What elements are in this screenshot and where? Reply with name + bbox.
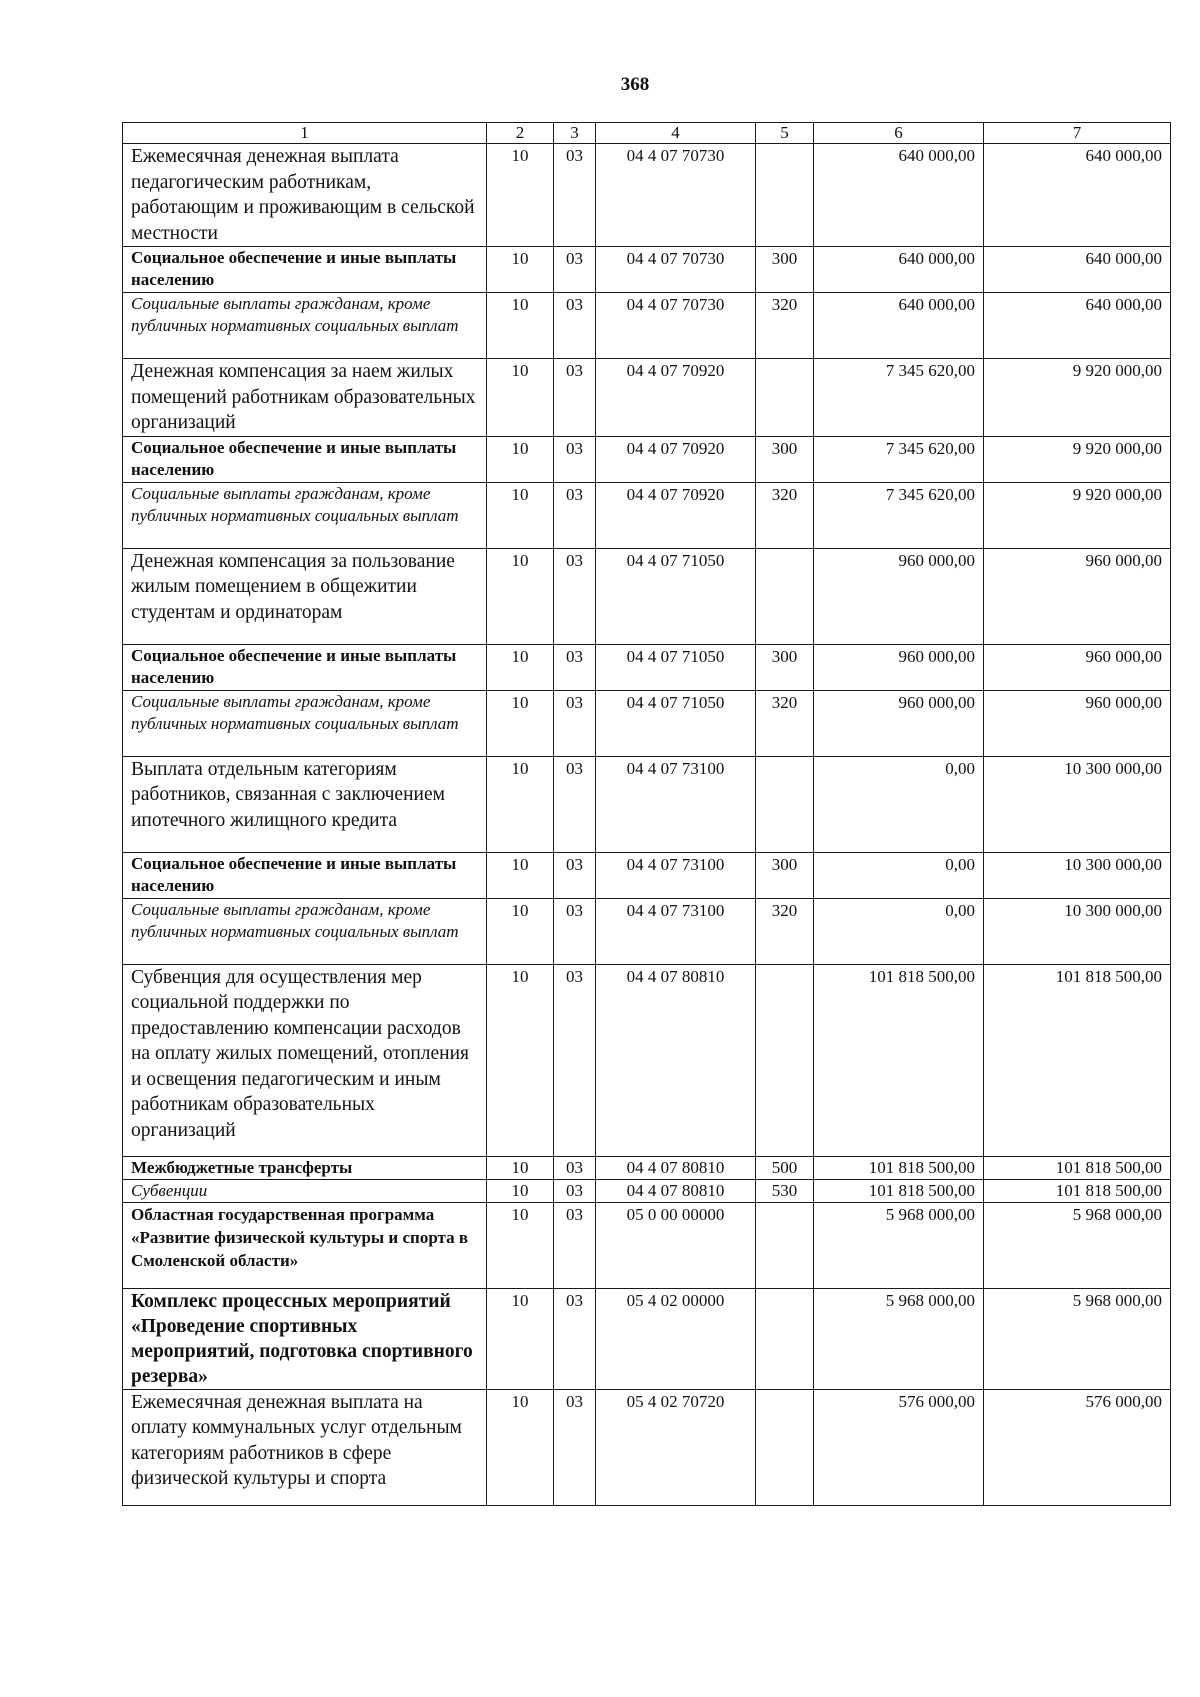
cell-csr: 04 4 07 70920 (596, 482, 756, 548)
table-row (123, 1202, 1171, 1288)
cell-sum-2: 101 818 500,00 (984, 1156, 1171, 1179)
cell-sum-1: 7 345 620,00 (814, 436, 984, 482)
cell-sum-1: 101 818 500,00 (814, 964, 984, 1156)
table-row (123, 1389, 1171, 1505)
cell-sum-1: 576 000,00 (814, 1389, 984, 1505)
cell-subsection: 03 (554, 1389, 596, 1505)
cell-name: Ежемесячная денежная выплата на оплату коммунальных услуг отдельным категориям работников в сфере физической культуры и спорта (123, 1389, 487, 1505)
cell-name: Субвенции (123, 1179, 487, 1202)
cell-vr: 530 (756, 1179, 814, 1202)
cell-vr: 300 (756, 644, 814, 690)
cell-name: Социальное обеспечение и иные выплаты населению (123, 247, 487, 293)
cell-vr: 320 (756, 898, 814, 964)
cell-subsection: 03 (554, 1179, 596, 1202)
cell-subsection: 03 (554, 644, 596, 690)
cell-sum-1: 7 345 620,00 (814, 359, 984, 437)
col-header-sum2: 7 (984, 123, 1171, 144)
cell-name: Социальные выплаты гражданам, кроме публичных нормативных социальных выплат (123, 293, 487, 359)
cell-name: Социальные выплаты гражданам, кроме публичных нормативных социальных выплат (123, 690, 487, 756)
cell-csr: 04 4 07 80810 (596, 1156, 756, 1179)
page-number: 368 (620, 74, 650, 95)
table-row (123, 964, 1171, 1156)
cell-section: 10 (487, 293, 554, 359)
cell-sum-1: 640 000,00 (814, 144, 984, 247)
cell-sum-2: 10 300 000,00 (984, 756, 1171, 852)
cell-sum-2: 960 000,00 (984, 690, 1171, 756)
cell-sum-1: 640 000,00 (814, 247, 984, 293)
table-row (123, 756, 1171, 852)
cell-section: 10 (487, 852, 554, 898)
cell-section: 10 (487, 898, 554, 964)
cell-vr: 300 (756, 852, 814, 898)
cell-vr (756, 1389, 814, 1505)
cell-section: 10 (487, 1202, 554, 1288)
cell-section: 10 (487, 482, 554, 548)
cell-name: Социальные выплаты гражданам, кроме публичных нормативных социальных выплат (123, 898, 487, 964)
cell-vr: 320 (756, 690, 814, 756)
cell-csr: 04 4 07 80810 (596, 964, 756, 1156)
cell-sum-1: 5 968 000,00 (814, 1202, 984, 1288)
cell-section: 10 (487, 247, 554, 293)
cell-name: Субвенция для осуществления мер социальной поддержки по предоставлению компенсации расходов на оплату жилых помещений, отопления и освещения педагогическим и иным работникам образовательных организаций (123, 964, 487, 1156)
cell-name: Социальные выплаты гражданам, кроме публичных нормативных социальных выплат (123, 482, 487, 548)
cell-subsection: 03 (554, 1202, 596, 1288)
cell-vr (756, 359, 814, 437)
cell-csr: 05 0 00 00000 (596, 1202, 756, 1288)
col-header-name: 1 (123, 123, 487, 144)
cell-vr: 300 (756, 247, 814, 293)
cell-section: 10 (487, 144, 554, 247)
table-row (123, 644, 1171, 690)
cell-sum-2: 10 300 000,00 (984, 898, 1171, 964)
table-row (123, 144, 1171, 247)
cell-vr (756, 1288, 814, 1389)
table-row (123, 1288, 1171, 1389)
cell-name: Комплекс процессных мероприятий «Проведение спортивных мероприятий, подготовка спортивного резерва» (123, 1288, 487, 1389)
col-header-section: 2 (487, 123, 554, 144)
col-header-csr: 4 (596, 123, 756, 144)
header-row (123, 123, 1171, 144)
col-header-sum1: 6 (814, 123, 984, 144)
cell-csr: 04 4 07 71050 (596, 690, 756, 756)
cell-vr (756, 1202, 814, 1288)
cell-sum-1: 0,00 (814, 756, 984, 852)
cell-sum-1: 0,00 (814, 898, 984, 964)
cell-sum-2: 101 818 500,00 (984, 964, 1171, 1156)
cell-name: Социальное обеспечение и иные выплаты населению (123, 436, 487, 482)
table-row (123, 247, 1171, 293)
cell-subsection: 03 (554, 548, 596, 644)
cell-csr: 04 4 07 70730 (596, 293, 756, 359)
cell-sum-2: 960 000,00 (984, 548, 1171, 644)
cell-section: 10 (487, 1389, 554, 1505)
cell-csr: 04 4 07 70730 (596, 247, 756, 293)
cell-section: 10 (487, 1156, 554, 1179)
cell-section: 10 (487, 644, 554, 690)
cell-csr: 04 4 07 71050 (596, 548, 756, 644)
table-row (123, 482, 1171, 548)
cell-section: 10 (487, 690, 554, 756)
cell-vr (756, 548, 814, 644)
table-row (123, 436, 1171, 482)
table-row (123, 690, 1171, 756)
cell-sum-2: 9 920 000,00 (984, 359, 1171, 437)
col-header-subsection: 3 (554, 123, 596, 144)
table-row (123, 359, 1171, 437)
cell-sum-2: 640 000,00 (984, 247, 1171, 293)
cell-sum-1: 101 818 500,00 (814, 1156, 984, 1179)
cell-csr: 04 4 07 70730 (596, 144, 756, 247)
cell-section: 10 (487, 548, 554, 644)
cell-csr: 04 4 07 73100 (596, 756, 756, 852)
cell-subsection: 03 (554, 690, 596, 756)
cell-section: 10 (487, 756, 554, 852)
table-row (123, 1179, 1171, 1202)
cell-subsection: 03 (554, 482, 596, 548)
cell-subsection: 03 (554, 1156, 596, 1179)
cell-name: Социальное обеспечение и иные выплаты населению (123, 852, 487, 898)
table-row (123, 852, 1171, 898)
cell-sum-1: 960 000,00 (814, 548, 984, 644)
cell-sum-2: 10 300 000,00 (984, 852, 1171, 898)
cell-sum-2: 5 968 000,00 (984, 1202, 1171, 1288)
cell-csr: 05 4 02 70720 (596, 1389, 756, 1505)
cell-vr: 500 (756, 1156, 814, 1179)
cell-csr: 05 4 02 00000 (596, 1288, 756, 1389)
cell-subsection: 03 (554, 247, 596, 293)
cell-csr: 04 4 07 70920 (596, 359, 756, 437)
cell-sum-2: 576 000,00 (984, 1389, 1171, 1505)
cell-name: Межбюджетные трансферты (123, 1156, 487, 1179)
cell-sum-1: 5 968 000,00 (814, 1288, 984, 1389)
cell-name: Денежная компенсация за наем жилых помещений работникам образовательных организаций (123, 359, 487, 437)
cell-subsection: 03 (554, 756, 596, 852)
cell-csr: 04 4 07 73100 (596, 898, 756, 964)
cell-name: Ежемесячная денежная выплата педагогическим работникам, работающим и проживающим в сельской местности (123, 144, 487, 247)
cell-section: 10 (487, 436, 554, 482)
cell-section: 10 (487, 1179, 554, 1202)
cell-subsection: 03 (554, 293, 596, 359)
cell-subsection: 03 (554, 898, 596, 964)
cell-sum-2: 640 000,00 (984, 293, 1171, 359)
cell-name: Денежная компенсация за пользование жилым помещением в общежитии студентам и ординаторам (123, 548, 487, 644)
table-row (123, 1156, 1171, 1179)
cell-csr: 04 4 07 73100 (596, 852, 756, 898)
cell-sum-1: 960 000,00 (814, 644, 984, 690)
table-row (123, 548, 1171, 644)
cell-sum-2: 640 000,00 (984, 144, 1171, 247)
cell-vr (756, 756, 814, 852)
table-body (123, 144, 1171, 1506)
cell-vr: 300 (756, 436, 814, 482)
cell-subsection: 03 (554, 436, 596, 482)
cell-csr: 04 4 07 80810 (596, 1179, 756, 1202)
cell-section: 10 (487, 1288, 554, 1389)
cell-sum-2: 9 920 000,00 (984, 482, 1171, 548)
cell-sum-2: 101 818 500,00 (984, 1179, 1171, 1202)
cell-sum-2: 5 968 000,00 (984, 1288, 1171, 1389)
cell-subsection: 03 (554, 359, 596, 437)
cell-sum-1: 101 818 500,00 (814, 1179, 984, 1202)
cell-name: Социальное обеспечение и иные выплаты населению (123, 644, 487, 690)
cell-subsection: 03 (554, 852, 596, 898)
cell-sum-1: 7 345 620,00 (814, 482, 984, 548)
col-header-vr: 5 (756, 123, 814, 144)
cell-vr: 320 (756, 293, 814, 359)
cell-section: 10 (487, 359, 554, 437)
cell-vr: 320 (756, 482, 814, 548)
cell-sum-1: 960 000,00 (814, 690, 984, 756)
cell-csr: 04 4 07 70920 (596, 436, 756, 482)
cell-sum-2: 9 920 000,00 (984, 436, 1171, 482)
cell-sum-1: 0,00 (814, 852, 984, 898)
cell-subsection: 03 (554, 1288, 596, 1389)
cell-name: Областная государственная программа «Развитие физической культуры и спорта в Смоленской области» (123, 1202, 487, 1288)
cell-subsection: 03 (554, 964, 596, 1156)
cell-csr: 04 4 07 71050 (596, 644, 756, 690)
table-row (123, 293, 1171, 359)
cell-name: Выплата отдельным категориям работников, связанная с заключением ипотечного жилищного кредита (123, 756, 487, 852)
budget-table (122, 122, 1171, 1506)
cell-subsection: 03 (554, 144, 596, 247)
cell-section: 10 (487, 964, 554, 1156)
cell-vr (756, 144, 814, 247)
cell-vr (756, 964, 814, 1156)
table-row (123, 898, 1171, 964)
cell-sum-2: 960 000,00 (984, 644, 1171, 690)
cell-sum-1: 640 000,00 (814, 293, 984, 359)
